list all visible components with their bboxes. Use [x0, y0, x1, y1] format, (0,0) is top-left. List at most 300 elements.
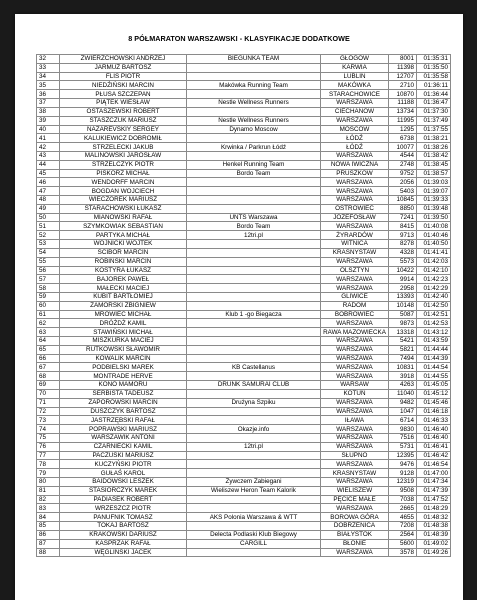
cell-finish-time: 01:42:53 — [417, 319, 451, 328]
cell-finish-time: 01:49:26 — [417, 548, 451, 557]
cell-runner-name: JASTRZĘBSKI RAFAŁ — [60, 416, 187, 425]
table-row — [37, 99, 451, 108]
cell-place: 62 — [37, 319, 60, 328]
cell-finish-time: 01:37:55 — [417, 125, 451, 134]
document-title: 8 PÓŁMARATON WARSZAWSKI - KLASYFIKACJE DODATKOWE — [128, 34, 350, 43]
cell-team: Makówka Running Team — [187, 81, 321, 90]
cell-bib-number: 2564 — [389, 530, 417, 539]
cell-city: WARSZAWA — [321, 196, 389, 205]
cell-team — [187, 72, 321, 81]
table-row — [37, 539, 451, 548]
table-row — [37, 363, 451, 372]
cell-place: 57 — [37, 275, 60, 284]
cell-city: BOBROWIEC — [321, 310, 389, 319]
cell-place: 51 — [37, 222, 60, 231]
cell-place: 87 — [37, 539, 60, 548]
cell-bib-number: 7516 — [389, 433, 417, 442]
cell-place: 84 — [37, 513, 60, 522]
cell-finish-time: 01:42:03 — [417, 257, 451, 266]
cell-bib-number: 10845 — [389, 196, 417, 205]
cell-finish-time: 01:36:47 — [417, 99, 451, 108]
cell-bib-number: 8001 — [389, 55, 417, 64]
cell-city: GLIWICE — [321, 292, 389, 301]
table-row — [37, 134, 451, 143]
cell-place: 37 — [37, 99, 60, 108]
cell-place: 54 — [37, 248, 60, 257]
table-row — [37, 354, 451, 363]
cell-runner-name: PIĄTEK WIESŁAW — [60, 99, 187, 108]
cell-runner-name: WRZESZCZ PIOTR — [60, 504, 187, 513]
cell-bib-number: 8415 — [389, 222, 417, 231]
cell-runner-name: PANUFNIK TOMASZ — [60, 513, 187, 522]
cell-finish-time: 01:42:29 — [417, 284, 451, 293]
cell-team — [187, 284, 321, 293]
cell-bib-number: 9508 — [389, 486, 417, 495]
cell-city: JÓZEFOSŁAW — [321, 213, 389, 222]
cell-city: DOBRZENICA — [321, 522, 389, 531]
cell-runner-name: KOSTYRA ŁUKASZ — [60, 266, 187, 275]
table-row — [37, 301, 451, 310]
table-row — [37, 381, 451, 390]
cell-place: 73 — [37, 416, 60, 425]
cell-city: WARSZAWA — [321, 319, 389, 328]
cell-place: 86 — [37, 530, 60, 539]
cell-team: Drużyna Szpiku — [187, 398, 321, 407]
cell-place: 63 — [37, 328, 60, 337]
cell-city: WARSZAWA — [321, 504, 389, 513]
cell-team — [187, 196, 321, 205]
cell-finish-time: 01:41:41 — [417, 248, 451, 257]
cell-place: 41 — [37, 134, 60, 143]
cell-bib-number: 3918 — [389, 372, 417, 381]
cell-city: WARSZAWA — [321, 433, 389, 442]
cell-bib-number: 4544 — [389, 151, 417, 160]
cell-runner-name: KASPRZAK RAFAŁ — [60, 539, 187, 548]
cell-bib-number: 9873 — [389, 319, 417, 328]
cell-team — [187, 292, 321, 301]
cell-city: WARSZAWA — [321, 337, 389, 346]
cell-runner-name: PISKORZ MICHAŁ — [60, 169, 187, 178]
cell-place: 55 — [37, 257, 60, 266]
cell-runner-name: MROWIEC MICHAŁ — [60, 310, 187, 319]
cell-finish-time: 01:36:44 — [417, 90, 451, 99]
cell-bib-number: 11040 — [389, 389, 417, 398]
cell-bib-number: 5087 — [389, 310, 417, 319]
cell-runner-name: KALUKIEWICZ DOBROMIŁ — [60, 134, 187, 143]
cell-team: Nestle Wellness Runners — [187, 99, 321, 108]
cell-bib-number: 9830 — [389, 425, 417, 434]
cell-place: 82 — [37, 495, 60, 504]
cell-bib-number: 1295 — [389, 125, 417, 134]
cell-bib-number: 12319 — [389, 478, 417, 487]
cell-runner-name: WIECZOREK MARIUSZ — [60, 196, 187, 205]
cell-bib-number: 7208 — [389, 522, 417, 531]
table-row — [37, 425, 451, 434]
cell-place: 70 — [37, 389, 60, 398]
cell-finish-time: 01:48:29 — [417, 504, 451, 513]
cell-bib-number: 3578 — [389, 548, 417, 557]
table-row — [37, 319, 451, 328]
cell-team — [187, 372, 321, 381]
cell-finish-time: 01:35:50 — [417, 63, 451, 72]
cell-city: STARACHOWICE — [321, 90, 389, 99]
table-row — [37, 478, 451, 487]
cell-bib-number: 9914 — [389, 275, 417, 284]
cell-runner-name: KOWALIK MARCIN — [60, 354, 187, 363]
cell-place: 34 — [37, 72, 60, 81]
cell-bib-number: 8278 — [389, 240, 417, 249]
cell-team — [187, 451, 321, 460]
cell-bib-number: 9482 — [389, 398, 417, 407]
table-row — [37, 548, 451, 557]
cell-runner-name: PŁUSA SZCZEPAN — [60, 90, 187, 99]
table-row — [37, 178, 451, 187]
cell-bib-number: 2665 — [389, 504, 417, 513]
cell-runner-name: MAŁECKI MACIEJ — [60, 284, 187, 293]
table-row — [37, 63, 451, 72]
cell-city: BIAŁYSTOK — [321, 530, 389, 539]
cell-team — [187, 460, 321, 469]
table-row — [37, 55, 451, 64]
cell-runner-name: KRAKOWSKI DARIUSZ — [60, 530, 187, 539]
cell-place: 64 — [37, 337, 60, 346]
cell-finish-time: 01:40:08 — [417, 222, 451, 231]
cell-place: 44 — [37, 160, 60, 169]
table-row — [37, 504, 451, 513]
cell-city: WARSZAWA — [321, 354, 389, 363]
cell-bib-number: 10077 — [389, 143, 417, 152]
cell-city: PĘCICE MAŁE — [321, 495, 389, 504]
table-row — [37, 530, 451, 539]
table-row — [37, 169, 451, 178]
cell-city: MOSCOW — [321, 125, 389, 134]
table-row — [37, 284, 451, 293]
results-table — [36, 54, 451, 557]
cell-finish-time: 01:48:32 — [417, 513, 451, 522]
table-row — [37, 442, 451, 451]
cell-team — [187, 354, 321, 363]
table-row — [37, 337, 451, 346]
cell-city: WARSZAWA — [321, 187, 389, 196]
cell-place: 75 — [37, 433, 60, 442]
cell-runner-name: SZYMKOWIAK SEBASTIAN — [60, 222, 187, 231]
cell-finish-time: 01:35:31 — [417, 55, 451, 64]
cell-finish-time: 01:43:59 — [417, 337, 451, 346]
table-row — [37, 81, 451, 90]
cell-team — [187, 275, 321, 284]
cell-place: 69 — [37, 381, 60, 390]
cell-bib-number: 7241 — [389, 213, 417, 222]
cell-bib-number: 13734 — [389, 107, 417, 116]
cell-bib-number: 6714 — [389, 416, 417, 425]
cell-place: 61 — [37, 310, 60, 319]
cell-place: 76 — [37, 442, 60, 451]
cell-bib-number: 10148 — [389, 301, 417, 310]
cell-team — [187, 407, 321, 416]
cell-runner-name: NAZAREVSKIY SERGEY — [60, 125, 187, 134]
cell-team: Bordo Team — [187, 222, 321, 231]
cell-team — [187, 63, 321, 72]
cell-runner-name: ZAPOROWSKI MARCIN — [60, 398, 187, 407]
cell-city: WARSZAWA — [321, 222, 389, 231]
cell-city: WARSZAWA — [321, 151, 389, 160]
cell-finish-time: 01:48:39 — [417, 530, 451, 539]
table-row — [37, 345, 451, 354]
cell-bib-number: 11188 — [389, 99, 417, 108]
document-page — [15, 14, 463, 600]
cell-city: WARSZAWA — [321, 99, 389, 108]
cell-team — [187, 90, 321, 99]
table-row — [37, 469, 451, 478]
cell-place: 66 — [37, 354, 60, 363]
cell-finish-time: 01:37:30 — [417, 107, 451, 116]
cell-runner-name: SERBISTA TADEUSZ — [60, 389, 187, 398]
cell-city: KRASNYSTAW — [321, 248, 389, 257]
cell-place: 88 — [37, 548, 60, 557]
cell-place: 50 — [37, 213, 60, 222]
cell-bib-number: 2056 — [389, 178, 417, 187]
cell-place: 49 — [37, 204, 60, 213]
cell-city: WARSZAWA — [321, 478, 389, 487]
cell-team — [187, 328, 321, 337]
cell-finish-time: 01:42:23 — [417, 275, 451, 284]
cell-bib-number: 4655 — [389, 513, 417, 522]
cell-runner-name: TOKAJ BARTOSZ — [60, 522, 187, 531]
cell-team: UNTS Warszawa — [187, 213, 321, 222]
cell-runner-name: STASZCZUK MARIUSZ — [60, 116, 187, 125]
cell-finish-time: 01:45:46 — [417, 398, 451, 407]
cell-bib-number: 10870 — [389, 90, 417, 99]
cell-place: 58 — [37, 284, 60, 293]
cell-city: WARSZAWA — [321, 425, 389, 434]
cell-runner-name: KUBIT BARTŁOMIEJ — [60, 292, 187, 301]
cell-runner-name: BAIDOWSKI LESZEK — [60, 478, 187, 487]
cell-place: 65 — [37, 345, 60, 354]
cell-finish-time: 01:46:40 — [417, 425, 451, 434]
cell-team: 12tri.pl — [187, 231, 321, 240]
cell-finish-time: 01:48:38 — [417, 522, 451, 531]
cell-runner-name: ZWIERZCHOWSKI ANDRZEJ — [60, 55, 187, 64]
cell-team — [187, 433, 321, 442]
cell-place: 77 — [37, 451, 60, 460]
table-row — [37, 213, 451, 222]
cell-finish-time: 01:40:50 — [417, 240, 451, 249]
cell-place: 52 — [37, 231, 60, 240]
cell-team — [187, 548, 321, 557]
cell-city: ŻYRARDÓW — [321, 231, 389, 240]
cell-team — [187, 319, 321, 328]
cell-runner-name: OSTASZEWSKI ROBERT — [60, 107, 187, 116]
table-row — [37, 248, 451, 257]
cell-city: WARSZAWA — [321, 548, 389, 557]
cell-team — [187, 151, 321, 160]
cell-bib-number: 8850 — [389, 204, 417, 213]
table-row — [37, 451, 451, 460]
cell-bib-number: 2710 — [389, 81, 417, 90]
cell-bib-number: 9128 — [389, 469, 417, 478]
cell-finish-time: 01:39:48 — [417, 204, 451, 213]
cell-runner-name: RUTKOWSKI SŁAWOMIR — [60, 345, 187, 354]
cell-city: LUBLIN — [321, 72, 389, 81]
table-row — [37, 275, 451, 284]
cell-place: 68 — [37, 372, 60, 381]
cell-finish-time: 01:43:12 — [417, 328, 451, 337]
cell-bib-number: 11398 — [389, 63, 417, 72]
cell-runner-name: PACZUSKI MARIUSZ — [60, 451, 187, 460]
cell-runner-name: ZAMORSKI ZBIGNIEW — [60, 301, 187, 310]
cell-bib-number: 4328 — [389, 248, 417, 257]
cell-city: WARSZAWA — [321, 345, 389, 354]
cell-runner-name: PODBIELSKI MAREK — [60, 363, 187, 372]
cell-place: 33 — [37, 63, 60, 72]
cell-place: 67 — [37, 363, 60, 372]
cell-team — [187, 134, 321, 143]
table-row — [37, 389, 451, 398]
cell-runner-name: KUCZYŃSKI PIOTR — [60, 460, 187, 469]
cell-bib-number: 13393 — [389, 292, 417, 301]
cell-runner-name: BOGDAN WOJCIECH — [60, 187, 187, 196]
cell-place: 80 — [37, 478, 60, 487]
cell-finish-time: 01:39:03 — [417, 178, 451, 187]
cell-runner-name: MALINOWSKI JAROSŁAW — [60, 151, 187, 160]
cell-city: BOROWA GÓRA — [321, 513, 389, 522]
cell-bib-number: 11995 — [389, 116, 417, 125]
cell-place: 79 — [37, 469, 60, 478]
cell-team: 12tri.pl — [187, 442, 321, 451]
cell-team — [187, 469, 321, 478]
cell-finish-time: 01:46:54 — [417, 460, 451, 469]
cell-team — [187, 495, 321, 504]
cell-city: OSTROWIEC — [321, 204, 389, 213]
cell-place: 56 — [37, 266, 60, 275]
cell-runner-name: FLIS PIOTR — [60, 72, 187, 81]
cell-runner-name: WARSZAWIK ANTONI — [60, 433, 187, 442]
cell-team — [187, 522, 321, 531]
cell-runner-name: WENDORFF MARCIN — [60, 178, 187, 187]
cell-finish-time: 01:44:39 — [417, 354, 451, 363]
cell-place: 32 — [37, 55, 60, 64]
cell-city: WITNICA — [321, 240, 389, 249]
table-row — [37, 196, 451, 205]
cell-finish-time: 01:39:07 — [417, 187, 451, 196]
cell-place: 48 — [37, 196, 60, 205]
cell-team — [187, 301, 321, 310]
cell-place: 71 — [37, 398, 60, 407]
cell-place: 47 — [37, 187, 60, 196]
cell-city: WARSZAWA — [321, 257, 389, 266]
cell-finish-time: 01:39:33 — [417, 196, 451, 205]
cell-finish-time: 01:45:05 — [417, 381, 451, 390]
table-row — [37, 513, 451, 522]
cell-finish-time: 01:40:46 — [417, 231, 451, 240]
cell-city: WARSZAWA — [321, 178, 389, 187]
cell-team: Delecta Podlaski Klub Biegowy — [187, 530, 321, 539]
cell-city: IŁAWA — [321, 416, 389, 425]
cell-bib-number: 10422 — [389, 266, 417, 275]
cell-runner-name: WĘGLIŃSKI JACEK — [60, 548, 187, 557]
table-row — [37, 407, 451, 416]
cell-team — [187, 504, 321, 513]
cell-place: 39 — [37, 116, 60, 125]
cell-team: Bordo Team — [187, 169, 321, 178]
table-row — [37, 398, 451, 407]
cell-team — [187, 416, 321, 425]
table-row — [37, 187, 451, 196]
cell-runner-name: WOJNICKI WOJTEK — [60, 240, 187, 249]
cell-city: WARSZAWA — [321, 460, 389, 469]
cell-city: RAWA MAZOWIECKA — [321, 328, 389, 337]
cell-place: 40 — [37, 125, 60, 134]
cell-finish-time: 01:42:50 — [417, 301, 451, 310]
cell-city: KRASNYSTAW — [321, 469, 389, 478]
table-row — [37, 495, 451, 504]
cell-bib-number: 12707 — [389, 72, 417, 81]
cell-bib-number: 9752 — [389, 169, 417, 178]
cell-city: BŁONIE — [321, 539, 389, 548]
cell-bib-number: 10831 — [389, 363, 417, 372]
cell-team — [187, 389, 321, 398]
cell-team: Henkel Running Team — [187, 160, 321, 169]
cell-city: CIECHANÓW — [321, 107, 389, 116]
cell-team: Klub 1 -go Biegacza — [187, 310, 321, 319]
cell-finish-time: 01:42:10 — [417, 266, 451, 275]
cell-place: 74 — [37, 425, 60, 434]
table-row — [37, 231, 451, 240]
cell-finish-time: 01:39:50 — [417, 213, 451, 222]
cell-city: OLSZTYN — [321, 266, 389, 275]
table-row — [37, 266, 451, 275]
cell-runner-name: PADIASEK ROBERT — [60, 495, 187, 504]
cell-finish-time: 01:46:42 — [417, 451, 451, 460]
cell-place: 83 — [37, 504, 60, 513]
table-row — [37, 72, 451, 81]
cell-finish-time: 01:35:58 — [417, 72, 451, 81]
cell-finish-time: 01:44:55 — [417, 372, 451, 381]
cell-bib-number: 5821 — [389, 345, 417, 354]
table-row — [37, 328, 451, 337]
cell-runner-name: MONTRADE HERVE — [60, 372, 187, 381]
cell-runner-name: STAWIŃSKI MICHAŁ — [60, 328, 187, 337]
cell-runner-name: CZARNIECKI KAMIL — [60, 442, 187, 451]
cell-team: Okazje.info — [187, 425, 321, 434]
cell-finish-time: 01:47:34 — [417, 478, 451, 487]
cell-finish-time: 01:44:54 — [417, 363, 451, 372]
cell-city: WARSZAWA — [321, 363, 389, 372]
cell-runner-name: PARTYKA MICHAŁ — [60, 231, 187, 240]
cell-finish-time: 01:49:02 — [417, 539, 451, 548]
cell-bib-number: 7494 — [389, 354, 417, 363]
cell-city: PRUSZKÓW — [321, 169, 389, 178]
cell-bib-number: 7038 — [389, 495, 417, 504]
cell-team: Wieliszew Heron Team Kalorik — [187, 486, 321, 495]
table-row — [37, 222, 451, 231]
table-row — [37, 522, 451, 531]
cell-runner-name: POPRAWSKI MARIUSZ — [60, 425, 187, 434]
cell-bib-number: 4263 — [389, 381, 417, 390]
cell-team: Dynamo Moscow — [187, 125, 321, 134]
cell-team — [187, 240, 321, 249]
cell-city: WARSAW — [321, 381, 389, 390]
cell-team: Żywczem Zabiegani — [187, 478, 321, 487]
cell-bib-number: 13318 — [389, 328, 417, 337]
table-row — [37, 416, 451, 425]
cell-city: SŁUPNO — [321, 451, 389, 460]
cell-finish-time: 01:38:21 — [417, 134, 451, 143]
cell-runner-name: NIEDŹIŃSKI MARCIN — [60, 81, 187, 90]
cell-team — [187, 187, 321, 196]
cell-finish-time: 01:46:41 — [417, 442, 451, 451]
cell-finish-time: 01:38:42 — [417, 151, 451, 160]
